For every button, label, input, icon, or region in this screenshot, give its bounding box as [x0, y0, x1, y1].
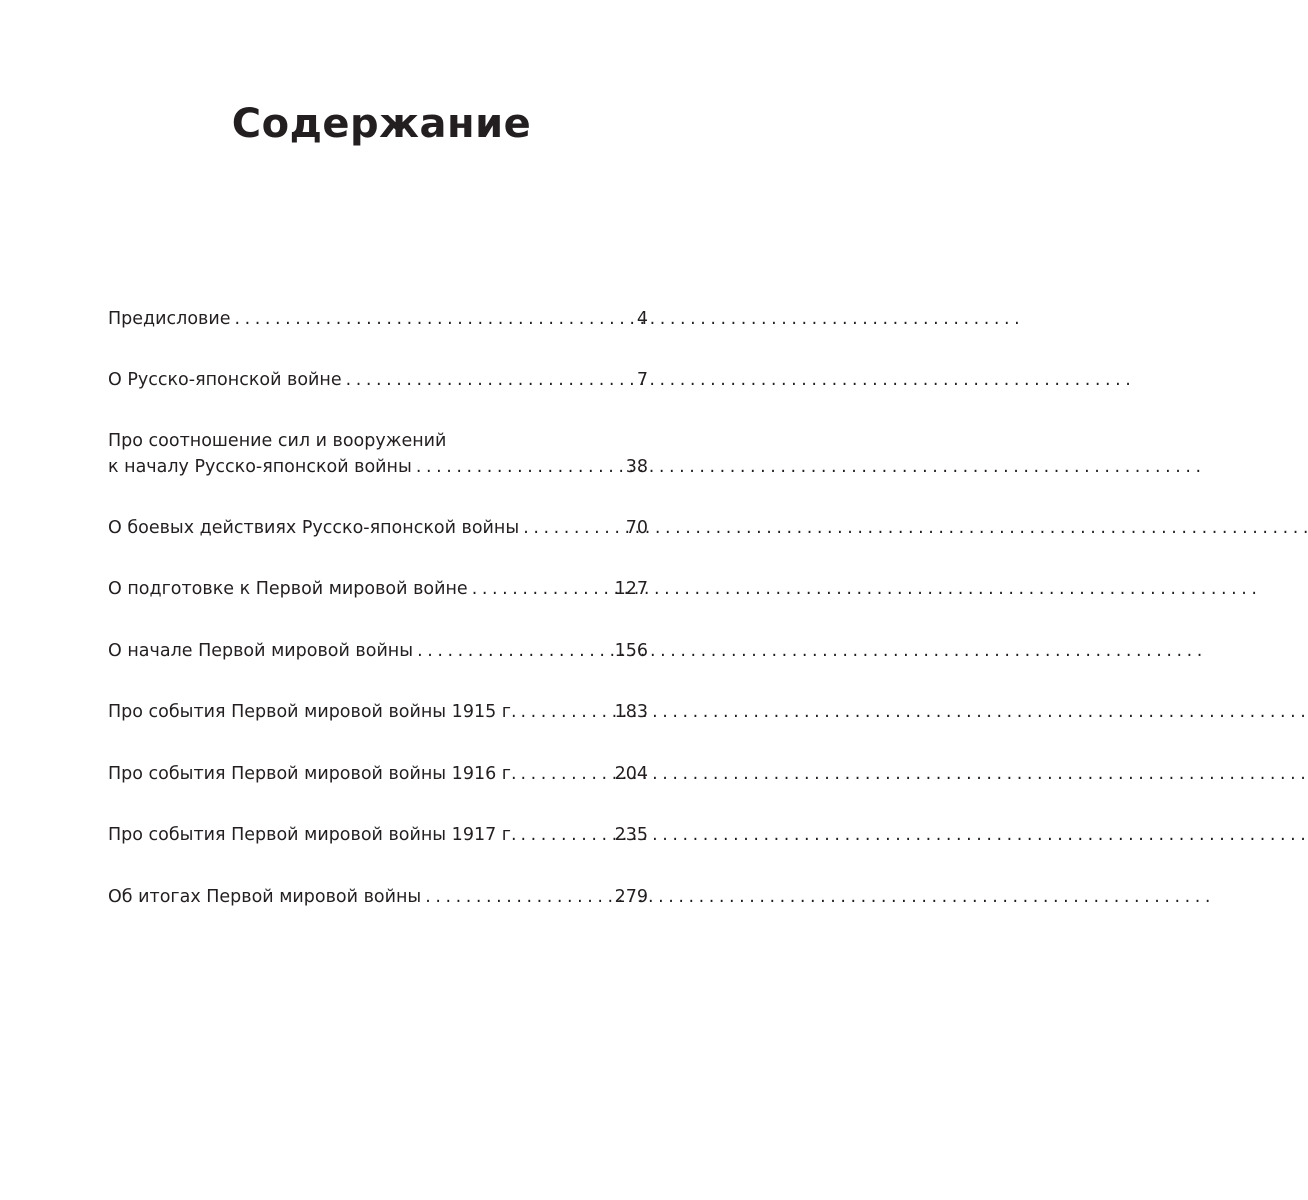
dot-leader [517, 761, 615, 787]
toc-entry-page: 183 [614, 702, 648, 722]
dot-leader [230, 306, 636, 332]
toc-entry-title: Предисловие [108, 309, 231, 329]
toc-entry[interactable] [108, 822, 648, 848]
toc-entry-title: О начале Первой мировой войны [108, 641, 414, 661]
toc-entry[interactable] [108, 699, 648, 725]
toc-entry[interactable] [108, 306, 648, 332]
toc-entry-title: Про события Первой мировой войны 1916 г. [108, 764, 517, 784]
toc-entry-title: О боевых действиях Русско-японской войны [108, 518, 520, 538]
dot-leader [517, 699, 615, 725]
toc-entry-page: 38 [625, 457, 648, 477]
toc-entry-title-line2: к началу Русско-японской войны [108, 457, 412, 477]
toc-entry[interactable] [108, 761, 648, 787]
toc-entry-page: 235 [614, 825, 648, 845]
toc-entry-title: Про события Первой мировой войны 1915 г. [108, 702, 517, 722]
toc-entry[interactable] [108, 515, 648, 541]
toc-entry[interactable] [108, 576, 648, 602]
dot-leader [421, 884, 614, 910]
dot-leader [519, 515, 626, 541]
dot-leader [413, 638, 615, 664]
toc-entry[interactable] [108, 367, 648, 393]
toc-entry-title-line1: Про соотношение сил и вооружений [108, 431, 447, 451]
toc-entry-page: 156 [614, 641, 648, 661]
toc-entry-title: О подготовке к Первой мировой войне [108, 579, 468, 599]
dot-leader [517, 822, 615, 848]
toc-entry-page: 7 [636, 370, 648, 390]
page-title: Содержание [231, 101, 532, 147]
toc-entry-title: Про события Первой мировой войны 1917 г. [108, 825, 517, 845]
dot-leader [468, 576, 615, 602]
toc-entry-page: 127 [614, 579, 648, 599]
toc-entry-title: О Русско-японской войне [108, 370, 342, 390]
toc-entry[interactable] [108, 638, 648, 664]
toc-entry-title: Об итогах Первой мировой войны [108, 887, 422, 907]
toc-entry[interactable] [108, 428, 648, 480]
dot-leader [342, 367, 637, 393]
dot-leader [412, 454, 626, 480]
toc-entry-page: 4 [636, 309, 648, 329]
toc-entry-page: 279 [614, 887, 648, 907]
toc-entry-page: 204 [614, 764, 648, 784]
toc-entry-page: 70 [625, 518, 648, 538]
toc-entry[interactable] [108, 884, 648, 910]
